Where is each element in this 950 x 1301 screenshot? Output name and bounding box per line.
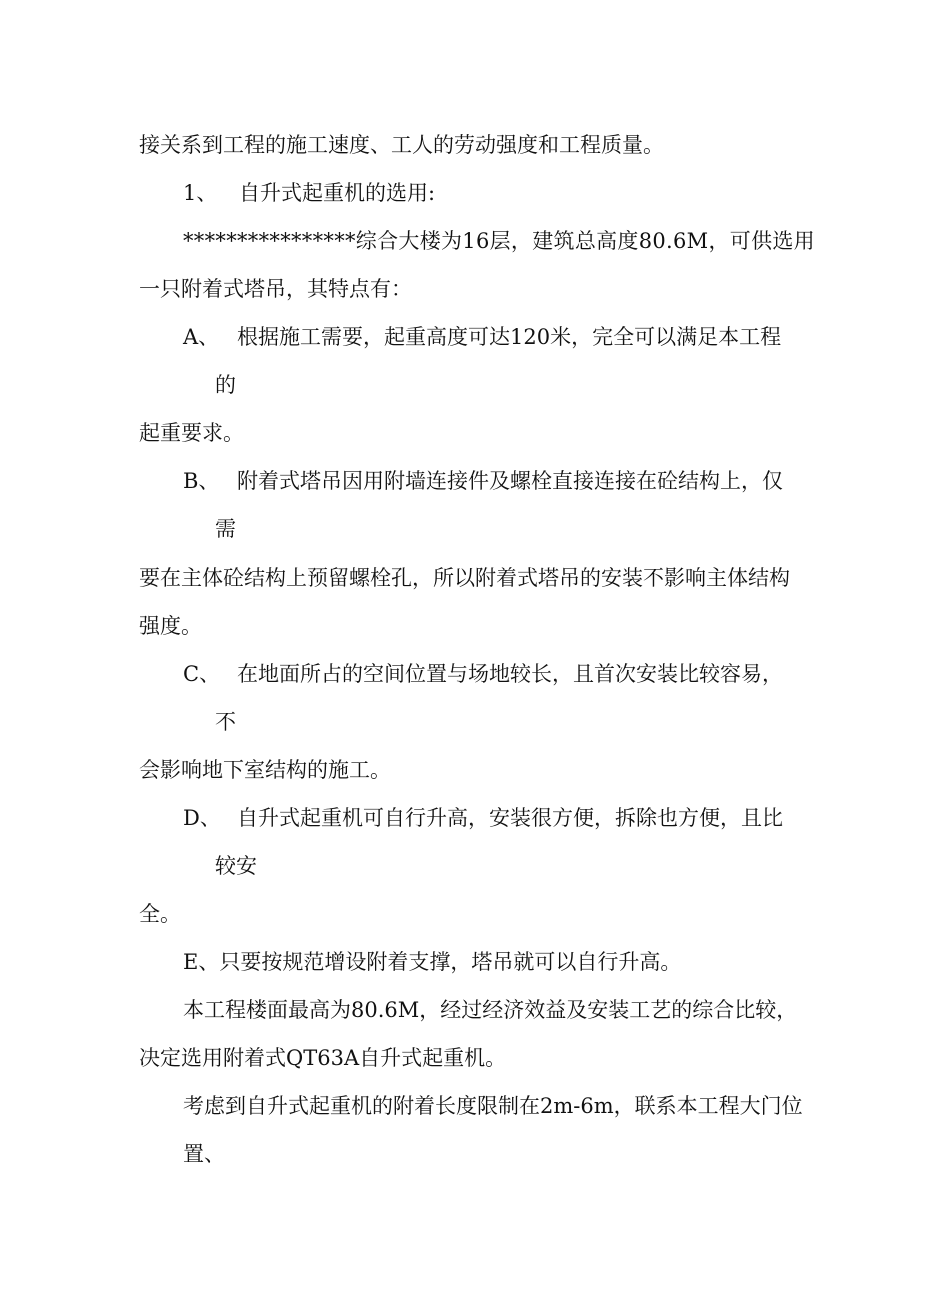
item-a-wrap: 的 (215, 373, 236, 397)
item-b-text: 附着式塔吊因用附墙连接件及螺栓直接连接在砼结构上，仅 (237, 469, 783, 493)
item-e: E、只要按规范增设附着支撑，塔吊就可以自行升高。 (183, 950, 682, 974)
item-d-text: 自升式起重机可自行升高，安装很方便，拆除也方便，且比 (237, 806, 783, 830)
paragraph-2-line-1: 本工程楼面最高为80.6M，经过经济效益及安装工艺的综合比较， (183, 998, 798, 1022)
item-c-text: 在地面所占的空间位置与场地较长，且首次安装比较容易， (237, 662, 783, 686)
item-d-wrap: 较安 (215, 854, 257, 878)
item-d (183, 805, 783, 831)
item-b (183, 468, 783, 494)
item-d-continuation: 全。 (139, 902, 181, 926)
item-c-wrap: 不 (215, 710, 236, 734)
item-b-continuation-2: 强度。 (139, 614, 202, 638)
paragraph-2-line-2: 决定选用附着式QT63A自升式起重机。 (139, 1046, 507, 1070)
paragraph-3-line-2: 置、 (183, 1142, 225, 1166)
paragraph-3-line-1: 考虑到自升式起重机的附着长度限制在2m-6m，联系本工程大门位 (183, 1094, 803, 1118)
paragraph-1-line-1: ****************综合大楼为16层，建筑总高度80.6M，可供选用 (183, 229, 815, 253)
item-a-continuation: 起重要求。 (139, 421, 244, 445)
paragraph-1-line-2: 一只附着式塔吊，其特点有： (139, 277, 412, 301)
section-title: 自升式起重机的选用: (239, 181, 436, 205)
item-a-label: A、 (183, 325, 220, 349)
item-c-label: C、 (183, 662, 221, 686)
item-b-wrap: 需 (215, 517, 236, 541)
section-heading (183, 180, 435, 206)
item-b-label: B、 (183, 469, 220, 493)
item-d-label: D、 (183, 806, 221, 830)
item-c (183, 661, 783, 687)
item-a (183, 324, 781, 350)
section-number: 1、 (183, 181, 218, 205)
item-a-text: 根据施工需要，起重高度可达120米，完全可以满足本工程 (237, 325, 782, 349)
item-b-continuation-1: 要在主体砼结构上预留螺栓孔，所以附着式塔吊的安装不影响主体结构 (139, 566, 790, 590)
item-c-continuation: 会影响地下室结构的施工。 (139, 758, 391, 782)
intro-tail-text: 接关系到工程的施工速度、工人的劳动强度和工程质量。 (139, 133, 664, 157)
